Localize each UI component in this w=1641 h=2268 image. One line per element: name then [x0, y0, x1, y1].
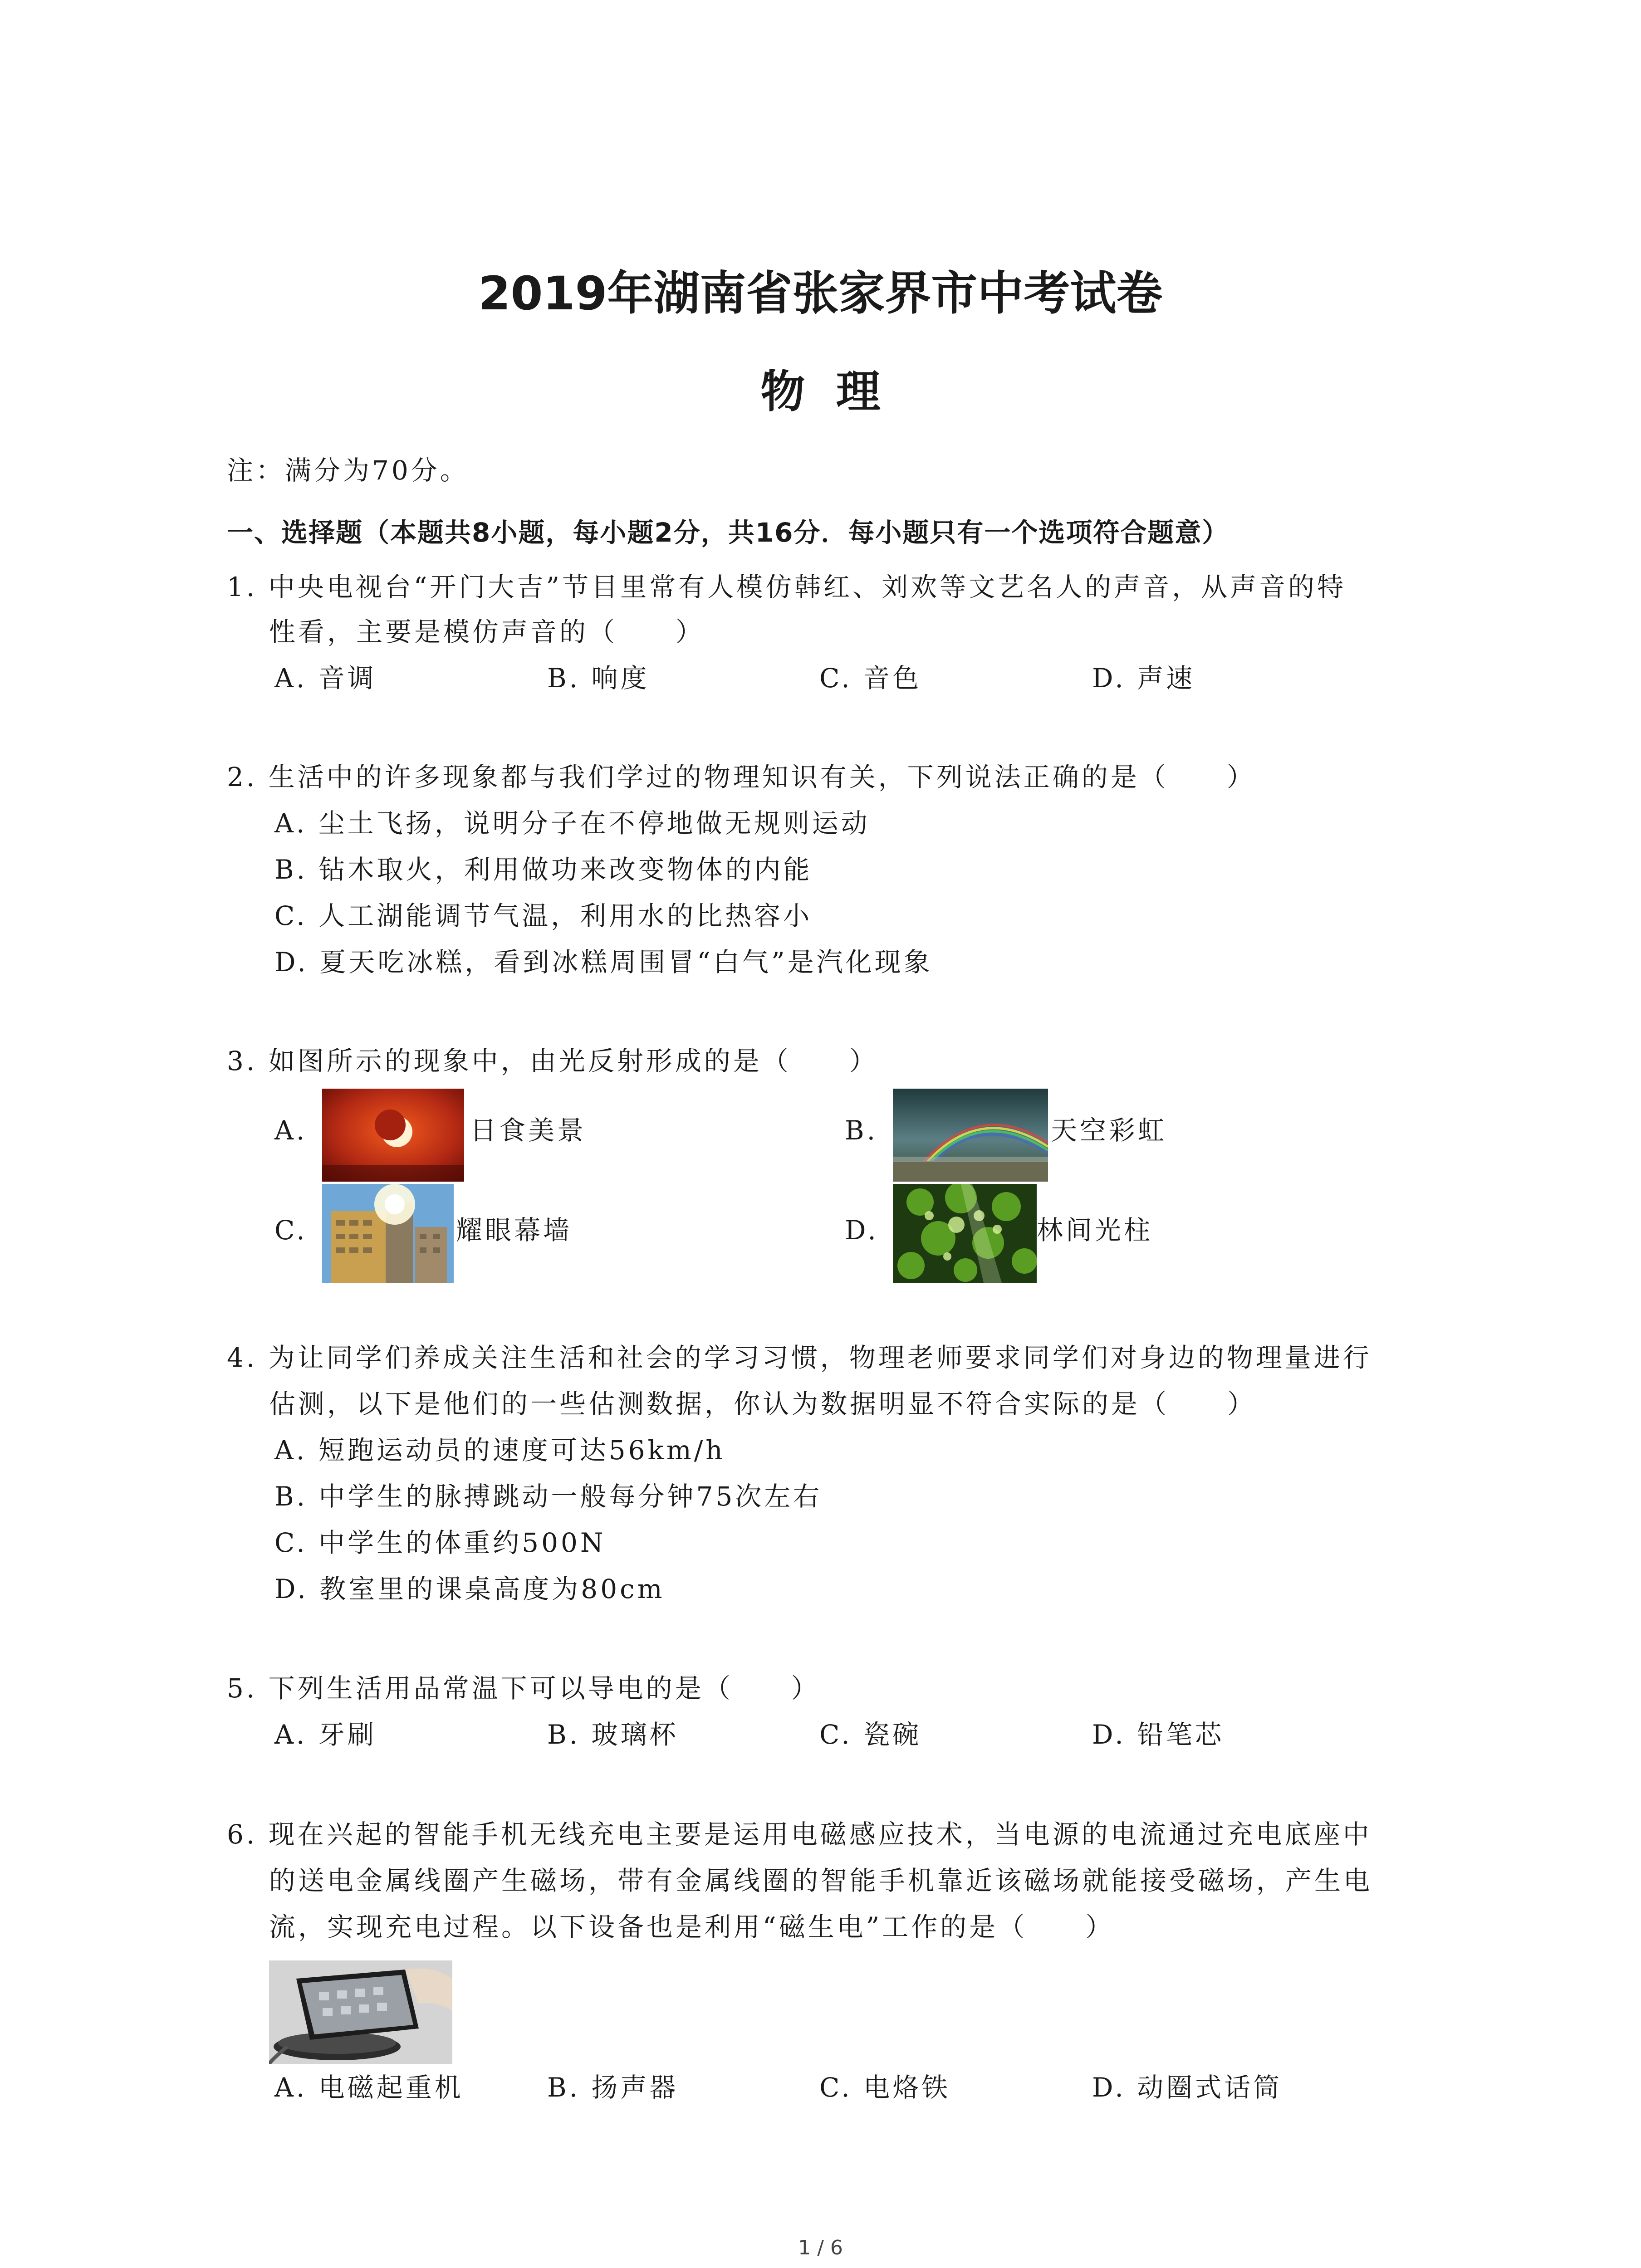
glass-curtain-wall-photo[interactable]	[322, 1184, 454, 1283]
subject-title: 物 理	[760, 366, 881, 418]
score-note: 注：满分为70分。	[227, 455, 469, 486]
q4-option-c[interactable]: C. 中学生的体重约500N	[274, 1527, 606, 1558]
page-title: 2019年湖南省张家界市中考试卷	[478, 267, 1163, 321]
q3-caption-a: 日食美景	[470, 1115, 587, 1146]
q3-option-c-letter[interactable]: C.	[274, 1215, 308, 1246]
q1-option-d[interactable]: D. 声速	[1092, 663, 1195, 694]
rainbow-photo[interactable]	[893, 1089, 1048, 1182]
page-number: 1 / 6	[798, 2236, 843, 2259]
q5-option-a[interactable]: A. 牙刷	[274, 1719, 377, 1750]
q6-option-d[interactable]: D. 动圈式话筒	[1092, 2072, 1283, 2103]
q3-caption-d: 林间光柱	[1037, 1215, 1153, 1246]
q3-option-d-letter[interactable]: D.	[845, 1215, 879, 1246]
q3-stem: 3. 如图所示的现象中，由光反射形成的是（ ）	[227, 1046, 878, 1076]
q4-option-a[interactable]: A. 短跑运动员的速度可达56km/h	[274, 1435, 725, 1466]
q2-option-c[interactable]: C. 人工湖能调节气温，利用水的比热容小	[274, 900, 813, 931]
q3-caption-c: 耀眼幕墙	[456, 1215, 573, 1246]
q4-stem-line2: 估测，以下是他们的一些估测数据，你认为数据明显不符合实际的是（ ）	[269, 1388, 1257, 1419]
wireless-charging-photo[interactable]	[269, 1960, 452, 2064]
forest-light-beams-photo[interactable]	[893, 1184, 1037, 1283]
q5-option-b[interactable]: B. 玻璃杯	[547, 1719, 679, 1750]
q1-option-b[interactable]: B. 响度	[547, 663, 650, 694]
q6-stem-line1: 6. 现在兴起的智能手机无线充电主要是运用电磁感应技术，当电源的电流通过充电底座中	[227, 1819, 1372, 1850]
q6-option-a[interactable]: A. 电磁起重机	[274, 2072, 464, 2103]
q2-option-b[interactable]: B. 钻木取火，利用做功来改变物体的内能	[274, 854, 813, 885]
q5-option-c[interactable]: C. 瓷碗	[819, 1719, 922, 1750]
q4-stem-line1: 4. 为让同学们养成关注生活和社会的学习习惯，物理老师要求同学们对身边的物理量进行	[227, 1342, 1372, 1373]
q6-option-b[interactable]: B. 扬声器	[547, 2072, 679, 2103]
section-heading: 一、选择题（本题共8小题，每小题2分，共16分．每小题只有一个选项符合题意）	[227, 517, 1230, 548]
q3-caption-b: 天空彩虹	[1051, 1115, 1167, 1146]
q1-option-c[interactable]: C. 音色	[819, 663, 922, 694]
q6-stem-line2: 的送电金属线圈产生磁场，带有金属线圈的智能手机靠近该磁场就能接受磁场，产生电	[269, 1865, 1373, 1896]
q4-option-d[interactable]: D. 教室里的课桌高度为80cm	[274, 1574, 665, 1604]
q5-stem: 5. 下列生活用品常温下可以导电的是（ ）	[227, 1673, 820, 1704]
q2-stem: 2. 生活中的许多现象都与我们学过的物理知识有关，下列说法正确的是（ ）	[227, 762, 1256, 792]
q2-option-d[interactable]: D. 夏天吃冰糕，看到冰糕周围冒“白气”是汽化现象	[274, 947, 933, 978]
q2-option-a[interactable]: A. 尘土飞扬，说明分子在不停地做无规则运动	[274, 808, 870, 839]
q5-option-d[interactable]: D. 铅笔芯	[1092, 1719, 1225, 1750]
q1-stem-line1: 1. 中央电视台“开门大吉”节目里常有人模仿韩红、刘欢等文艺名人的声音，从声音的特	[227, 572, 1347, 602]
q6-option-c[interactable]: C. 电烙铁	[819, 2072, 951, 2103]
q1-option-a[interactable]: A. 音调	[274, 663, 377, 694]
q6-stem-line3: 流，实现充电过程。以下设备也是利用“磁生电”工作的是（ ）	[269, 1911, 1115, 1942]
q4-option-b[interactable]: B. 中学生的脉搏跳动一般每分钟75次左右	[274, 1481, 823, 1512]
solar-eclipse-photo[interactable]	[322, 1089, 464, 1182]
q1-stem-line2: 性看，主要是模仿声音的（ ）	[269, 616, 705, 647]
q3-option-a-letter[interactable]: A.	[274, 1115, 308, 1146]
q3-option-b-letter[interactable]: B.	[845, 1115, 878, 1146]
